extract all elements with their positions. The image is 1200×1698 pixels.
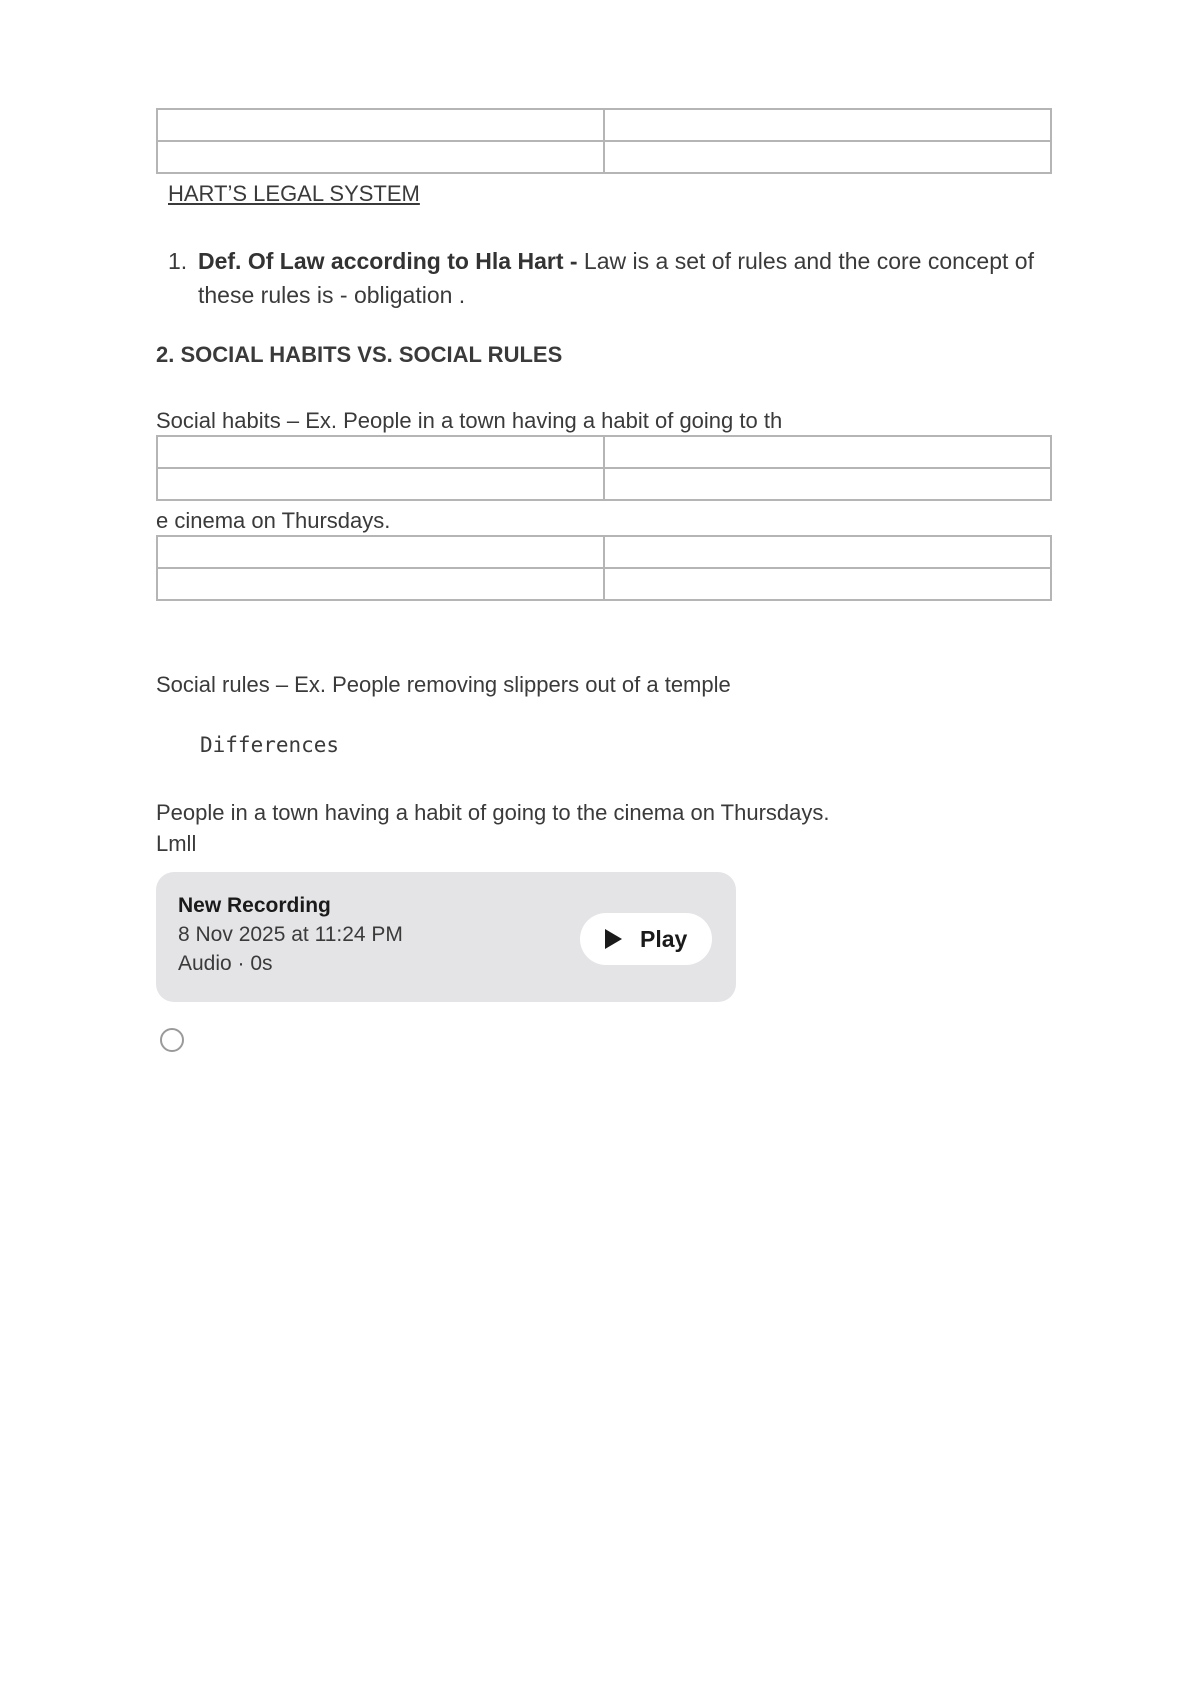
social-habits-line: Social habits – Ex. People in a town having a habit of going to th — [156, 408, 783, 433]
definition-term: Def. Of Law according to Hla Hart - — [198, 248, 578, 274]
table-cell[interactable] — [157, 468, 604, 500]
audio-recording-card[interactable] — [156, 872, 736, 1002]
table-cell[interactable] — [157, 536, 604, 568]
table-cell[interactable] — [604, 568, 1051, 600]
empty-table-top — [156, 108, 1052, 174]
section-heading: 2. SOCIAL HABITS VS. SOCIAL RULES — [156, 342, 563, 367]
people-line: People in a town having a habit of going to the cinema on Thursdays. — [156, 800, 830, 825]
table-cell[interactable] — [604, 141, 1051, 173]
definition-text: Law is a set of rules and the core concept of these rules is - obligation . — [198, 248, 1034, 308]
play-icon — [602, 928, 624, 950]
recording-meta: Audio · 0s — [178, 952, 273, 975]
recording-date: 8 Nov 2025 at 11:24 PM — [178, 923, 403, 946]
play-button[interactable] — [580, 913, 712, 965]
table-cell[interactable] — [604, 536, 1051, 568]
lmll-text: Lmll — [156, 831, 197, 856]
table-cell[interactable] — [157, 109, 604, 141]
table-cell[interactable] — [604, 468, 1051, 500]
circle-checkbox-icon[interactable] — [160, 1028, 184, 1052]
table-cell[interactable] — [157, 568, 604, 600]
empty-table-lower — [156, 535, 1052, 601]
table-cell[interactable] — [157, 436, 604, 468]
recording-title: New Recording — [178, 894, 331, 917]
empty-table-middle — [156, 435, 1052, 501]
table-cell[interactable] — [157, 141, 604, 173]
social-habits-continued: e cinema on Thursdays. — [156, 508, 391, 533]
play-button-label: Play — [640, 926, 688, 952]
social-rules-line: Social rules – Ex. People removing slippers out of a temple — [156, 672, 731, 697]
table-cell[interactable] — [604, 436, 1051, 468]
differences-label: Differences — [200, 733, 340, 757]
document-title: HART’S LEGAL SYSTEM — [168, 181, 420, 206]
table-cell[interactable] — [604, 109, 1051, 141]
list-number: 1. — [168, 248, 188, 274]
